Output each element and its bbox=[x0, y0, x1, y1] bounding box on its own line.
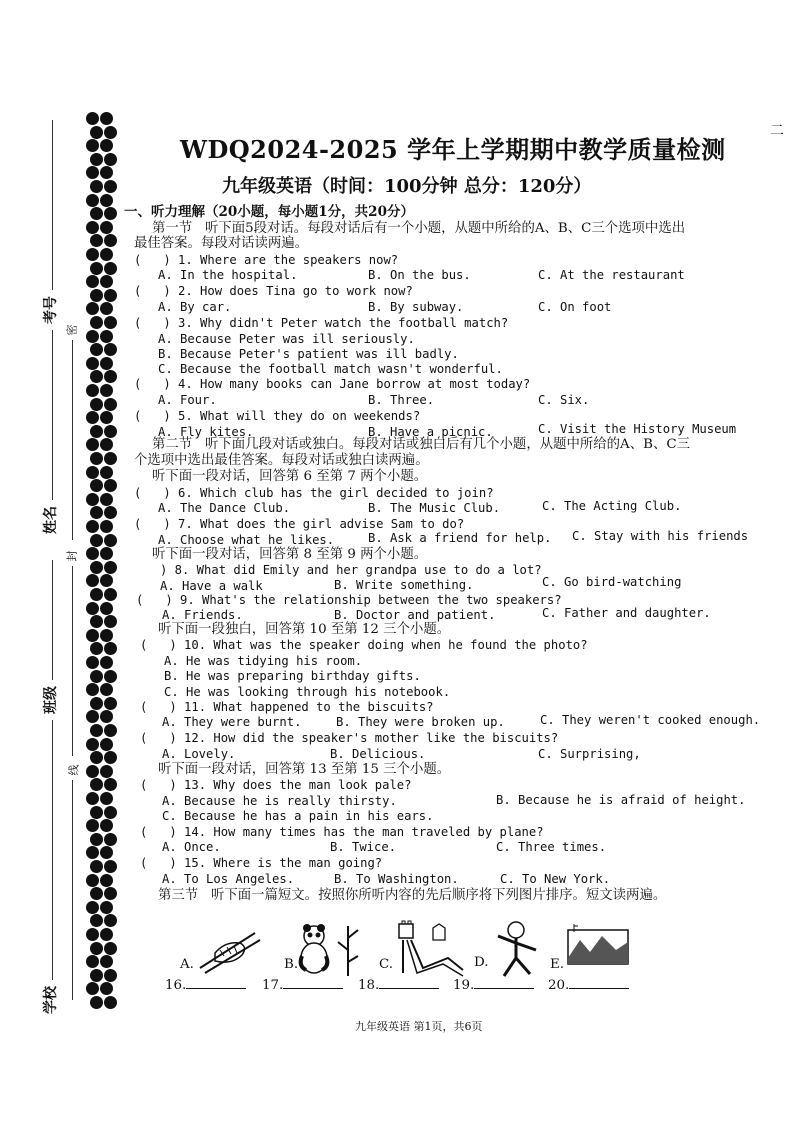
binding-dot bbox=[104, 833, 117, 846]
question-10: ( ) 10. What was the speaker doing when he found the photo? bbox=[140, 638, 588, 652]
binding-dot bbox=[86, 765, 99, 778]
binding-dot bbox=[104, 534, 117, 547]
question-5: ( ) 5. What will they do on weekends? bbox=[134, 409, 421, 423]
option-12a: A. Lovely. bbox=[162, 747, 236, 761]
part1-instruction-cont: 最佳答案。每段对话读两遍。 bbox=[134, 236, 309, 251]
binding-dot bbox=[90, 833, 103, 846]
binding-dot bbox=[86, 112, 99, 125]
side-line bbox=[72, 566, 73, 756]
option-1b: B. On the bus. bbox=[368, 268, 471, 282]
binding-dot bbox=[86, 738, 99, 751]
binding-dot bbox=[100, 248, 113, 261]
binding-dot bbox=[86, 792, 99, 805]
binding-dot bbox=[100, 874, 113, 887]
binding-dot bbox=[100, 574, 113, 587]
question-14: ( ) 14. How many times has the man traveled by plane? bbox=[140, 825, 544, 839]
option-5c: C. Visit the History Museum bbox=[538, 422, 737, 436]
side-line bbox=[72, 780, 73, 1000]
option-3b: B. Because Peter's patient was ill badly. bbox=[158, 347, 459, 361]
intro-8-9: 听下面一段对话，回答第 8 至第 9 两个小题。 bbox=[152, 547, 428, 562]
binding-dot bbox=[100, 901, 113, 914]
binding-dot bbox=[90, 126, 103, 139]
binding-dot bbox=[86, 602, 99, 615]
binding-dot bbox=[86, 574, 99, 587]
binding-dot bbox=[90, 751, 103, 764]
binding-dot bbox=[100, 194, 113, 207]
side-label-exam-no: 考号 bbox=[43, 296, 59, 324]
binding-dot bbox=[90, 425, 103, 438]
binding-dot bbox=[86, 302, 99, 315]
option-15c: C. To New York. bbox=[500, 872, 611, 886]
side-xian: 线 bbox=[67, 764, 81, 776]
binding-dot bbox=[104, 724, 117, 737]
binding-dot bbox=[100, 629, 113, 642]
binding-dot bbox=[104, 452, 117, 465]
side-line bbox=[52, 720, 53, 980]
binding-dot bbox=[104, 289, 117, 302]
binding-dot bbox=[90, 180, 103, 193]
option-15b: B. To Washington. bbox=[334, 872, 459, 886]
binding-dot bbox=[100, 928, 113, 941]
binding-dot bbox=[90, 452, 103, 465]
binding-dot bbox=[104, 316, 117, 329]
option-2a: A. By car. bbox=[158, 300, 232, 314]
binding-dot bbox=[104, 642, 117, 655]
binding-dot bbox=[100, 438, 113, 451]
binding-dot bbox=[86, 928, 99, 941]
option-7c: C. Stay with his friends bbox=[572, 529, 749, 543]
binding-dot bbox=[90, 534, 103, 547]
option-3a: A. Because Peter was ill seriously. bbox=[158, 332, 415, 346]
page-footer: 九年级英语 第1页，共6页 bbox=[355, 1020, 483, 1033]
binding-dot bbox=[100, 955, 113, 968]
page-subtitle: 九年级英语（时间：100分钟 总分：120分） bbox=[222, 176, 592, 197]
binding-dot bbox=[104, 588, 117, 601]
binding-dot bbox=[86, 629, 99, 642]
binding-dot bbox=[86, 955, 99, 968]
binding-dot bbox=[100, 765, 113, 778]
binding-dot bbox=[100, 384, 113, 397]
binding-dot bbox=[104, 506, 117, 519]
binding-dot bbox=[100, 275, 113, 288]
binding-dot bbox=[90, 262, 103, 275]
answer-blank-18[interactable] bbox=[358, 976, 439, 993]
page-title: WDQ2024-2025 学年上学期期中教学质量检测 bbox=[180, 135, 726, 164]
picture-panda bbox=[296, 918, 356, 978]
option-3c: C. Because the football match wasn't wonderful. bbox=[158, 362, 503, 376]
option-10a: A. He was tidying his room. bbox=[164, 654, 363, 668]
option-12c: C. Surprising, bbox=[538, 747, 641, 761]
binding-dot bbox=[90, 370, 103, 383]
intro-6-7: 听下面一段对话，回答第 6 至第 7 两个小题。 bbox=[152, 469, 428, 484]
binding-dot bbox=[86, 683, 99, 696]
binding-dot bbox=[104, 398, 117, 411]
binding-dot bbox=[90, 697, 103, 710]
binding-dot bbox=[100, 221, 113, 234]
binding-dot bbox=[100, 411, 113, 424]
answer-number-18: 18. bbox=[358, 978, 380, 993]
binding-dot bbox=[86, 547, 99, 560]
answer-number-20: 20. bbox=[548, 978, 570, 993]
binding-dot bbox=[100, 656, 113, 669]
option-1c: C. At the restaurant bbox=[538, 268, 685, 282]
binding-dot bbox=[104, 996, 117, 1009]
side-mi: 密 bbox=[65, 324, 79, 336]
option-2c: C. On foot bbox=[538, 300, 612, 314]
binding-dot bbox=[104, 887, 117, 900]
part1-instruction: 第一节 听下面5段对话。每段对话后有一个小题，从题中所给的A、B、C三个选项中选出 bbox=[152, 221, 686, 236]
binding-dot bbox=[90, 996, 103, 1009]
option-14c: C. Three times. bbox=[496, 840, 607, 854]
binding-dot bbox=[104, 126, 117, 139]
picture-label-a: A. bbox=[180, 957, 194, 972]
binding-dot bbox=[86, 411, 99, 424]
binding-dot bbox=[100, 710, 113, 723]
question-15: ( ) 15. Where is the man going? bbox=[140, 856, 383, 870]
binding-dot bbox=[86, 901, 99, 914]
question-4: ( ) 4. How many books can Jane borrow at most today? bbox=[134, 377, 531, 391]
binding-dot bbox=[104, 969, 117, 982]
binding-dot bbox=[104, 942, 117, 955]
binding-dot bbox=[86, 275, 99, 288]
option-13b: B. Because he is afraid of height. bbox=[496, 793, 746, 807]
binding-dot bbox=[86, 438, 99, 451]
binding-dot bbox=[90, 153, 103, 166]
option-10b: B. He was preparing birthday gifts. bbox=[164, 669, 421, 683]
binding-dot bbox=[86, 846, 99, 859]
intro-13-15: 听下面一段对话，回答第 13 至第 15 三个小题。 bbox=[158, 762, 451, 777]
option-7a: A. Choose what he likes. bbox=[158, 533, 335, 547]
option-5a: A. Fly kites. bbox=[158, 425, 254, 439]
option-8b: B. Write something. bbox=[334, 578, 474, 592]
side-label-school: 学校 bbox=[43, 986, 59, 1014]
binding-dot bbox=[90, 316, 103, 329]
picture-chopsticks bbox=[195, 918, 255, 978]
option-11b: B. They were broken up. bbox=[336, 715, 505, 729]
question-9: ( ) 9. What's the relationship between the two speakers? bbox=[136, 593, 562, 607]
binding-dot bbox=[86, 248, 99, 261]
binding-dot bbox=[104, 697, 117, 710]
binding-dot bbox=[104, 370, 117, 383]
binding-dot bbox=[90, 969, 103, 982]
option-14b: B. Twice. bbox=[330, 840, 397, 854]
binding-dot bbox=[104, 615, 117, 628]
binding-dot bbox=[100, 139, 113, 152]
side-line bbox=[72, 340, 73, 540]
binding-dot bbox=[100, 166, 113, 179]
option-2b: B. By subway. bbox=[368, 300, 464, 314]
binding-dot bbox=[86, 166, 99, 179]
binding-dot bbox=[86, 466, 99, 479]
side-label-name: 姓名 bbox=[43, 506, 59, 534]
question-8: ) 8. What did Emily and her grandpa use to do a lot? bbox=[160, 563, 542, 577]
option-5b: B. Have a picnic. bbox=[368, 425, 493, 439]
side-label-class: 班级 bbox=[43, 686, 59, 714]
blank-line bbox=[283, 976, 343, 989]
binding-dot bbox=[86, 982, 99, 995]
option-13a: A. Because he is really thirsty. bbox=[162, 794, 397, 808]
binding-dot bbox=[104, 153, 117, 166]
binding-dot bbox=[90, 860, 103, 873]
option-9a: A. Friends. bbox=[162, 608, 243, 622]
answer-blank-20[interactable] bbox=[548, 976, 629, 993]
picture-label-d: D. bbox=[474, 955, 489, 970]
binding-dot bbox=[104, 234, 117, 247]
binding-dot bbox=[104, 561, 117, 574]
option-13c: C. Because he has a pain in his ears. bbox=[162, 809, 434, 823]
binding-dot bbox=[104, 806, 117, 819]
binding-dot bbox=[86, 819, 99, 832]
binding-dot bbox=[104, 479, 117, 492]
side-feng: 封 bbox=[65, 550, 79, 562]
question-11: ( ) 11. What happened to the biscuits? bbox=[140, 700, 434, 714]
binding-dot bbox=[104, 180, 117, 193]
option-12b: B. Delicious. bbox=[330, 747, 426, 761]
binding-dot bbox=[100, 982, 113, 995]
binding-dot bbox=[104, 262, 117, 275]
binding-dot bbox=[90, 479, 103, 492]
side-line bbox=[52, 120, 53, 290]
answer-number-19: 19. bbox=[453, 978, 475, 993]
side-line bbox=[52, 560, 53, 680]
picture-landscape bbox=[566, 918, 626, 978]
option-6a: A. The Dance Club. bbox=[158, 501, 291, 515]
binding-dot bbox=[86, 520, 99, 533]
binding-dot bbox=[100, 792, 113, 805]
binding-dot bbox=[86, 357, 99, 370]
binding-dot bbox=[100, 738, 113, 751]
intro-10-12: 听下面一段独白，回答第 10 至第 12 三个小题。 bbox=[158, 622, 451, 637]
binding-dot bbox=[100, 493, 113, 506]
option-11a: A. They were burnt. bbox=[162, 715, 302, 729]
binding-dot bbox=[100, 547, 113, 560]
binding-dot bbox=[90, 724, 103, 737]
binding-dot bbox=[104, 207, 117, 220]
question-7: ( ) 7. What does the girl advise Sam to do? bbox=[134, 517, 465, 531]
option-14a: A. Once. bbox=[162, 840, 221, 854]
question-2: ( ) 2. How does Tina go to work now? bbox=[134, 284, 413, 298]
option-15a: A. To Los Angeles. bbox=[162, 872, 295, 886]
binding-dot bbox=[90, 778, 103, 791]
blank-line bbox=[474, 976, 534, 989]
binding-dot bbox=[100, 302, 113, 315]
option-9b: B. Doctor and patient. bbox=[334, 608, 496, 622]
picture-kung-fu bbox=[486, 918, 546, 978]
answer-number-16: 16. bbox=[165, 978, 187, 993]
binding-dot bbox=[86, 221, 99, 234]
question-6: ( ) 6. Which club has the girl decided to join? bbox=[134, 486, 494, 500]
picture-label-e: E. bbox=[550, 957, 565, 972]
binding-dot bbox=[86, 384, 99, 397]
picture-label-b: B. bbox=[284, 957, 299, 972]
binding-dot bbox=[90, 615, 103, 628]
binding-dot bbox=[90, 588, 103, 601]
binding-dot bbox=[90, 398, 103, 411]
picture-great-wall bbox=[393, 918, 453, 978]
binding-dot bbox=[90, 234, 103, 247]
binding-dot bbox=[104, 751, 117, 764]
option-8c: C. Go bird-watching bbox=[542, 575, 682, 589]
side-line bbox=[52, 330, 53, 500]
binding-dot bbox=[100, 330, 113, 343]
binding-dot bbox=[90, 914, 103, 927]
answer-blank-17[interactable] bbox=[262, 976, 343, 993]
binding-dot bbox=[90, 887, 103, 900]
binding-dot bbox=[100, 602, 113, 615]
question-3: ( ) 3. Why didn't Peter watch the football match? bbox=[134, 316, 509, 330]
binding-dot bbox=[90, 806, 103, 819]
binding-dot bbox=[86, 493, 99, 506]
binding-dot bbox=[90, 670, 103, 683]
binding-dot bbox=[86, 710, 99, 723]
part2-instruction: 第二节 听下面几段对话或独白。每段对话或独白后有几个小题，从题中所给的A、B、C三 bbox=[152, 437, 690, 452]
blank-line bbox=[569, 976, 629, 989]
option-10c: C. He was looking through his notebook. bbox=[164, 685, 451, 699]
binding-dot bbox=[104, 914, 117, 927]
binding-dot bbox=[100, 846, 113, 859]
binding-dot bbox=[100, 520, 113, 533]
section-heading: 一、听力理解（20小题，每小题1分，共20分） bbox=[124, 204, 414, 220]
option-4a: A. Four. bbox=[158, 393, 217, 407]
right-edge-mark: 二 bbox=[770, 123, 784, 139]
question-13: ( ) 13. Why does the man look pale? bbox=[140, 778, 412, 792]
binding-dot bbox=[86, 330, 99, 343]
binding-dot bbox=[86, 656, 99, 669]
binding-dot bbox=[104, 860, 117, 873]
option-8a: A. Have a walk bbox=[160, 579, 263, 593]
binding-dot bbox=[100, 112, 113, 125]
binding-dot bbox=[104, 778, 117, 791]
option-4c: C. Six. bbox=[538, 393, 590, 407]
binding-dot bbox=[86, 139, 99, 152]
binding-dot bbox=[90, 642, 103, 655]
blank-line bbox=[186, 976, 246, 989]
binding-dot bbox=[100, 819, 113, 832]
binding-holes bbox=[86, 112, 126, 1012]
part2-instruction-cont: 个选项中选出最佳答案。每段对话或独白读两遍。 bbox=[134, 453, 429, 468]
option-6b: B. The Music Club. bbox=[368, 501, 501, 515]
option-7b: B. Ask a friend for help. bbox=[368, 531, 552, 545]
blank-line bbox=[379, 976, 439, 989]
binding-dot bbox=[86, 194, 99, 207]
answer-blank-16[interactable] bbox=[165, 976, 246, 993]
binding-dot bbox=[104, 425, 117, 438]
binding-dot bbox=[90, 942, 103, 955]
binding-dot bbox=[86, 874, 99, 887]
binding-dot bbox=[104, 670, 117, 683]
binding-dot bbox=[104, 343, 117, 356]
answer-blank-19[interactable] bbox=[453, 976, 534, 993]
question-12: ( ) 12. How did the speaker's mother like the biscuits? bbox=[140, 731, 559, 745]
answer-number-17: 17. bbox=[262, 978, 284, 993]
option-1a: A. In the hospital. bbox=[158, 268, 298, 282]
binding-dot bbox=[100, 683, 113, 696]
option-9c: C. Father and daughter. bbox=[542, 606, 711, 620]
binding-dot bbox=[90, 289, 103, 302]
binding-dot bbox=[90, 343, 103, 356]
option-4b: B. Three. bbox=[368, 393, 435, 407]
question-1: ( ) 1. Where are the speakers now? bbox=[134, 253, 399, 267]
option-6c: C. The Acting Club. bbox=[542, 499, 682, 513]
binding-dot bbox=[100, 357, 113, 370]
binding-dot bbox=[90, 207, 103, 220]
picture-label-c: C. bbox=[379, 957, 394, 972]
binding-dot bbox=[90, 561, 103, 574]
part3-instruction: 第三节 听下面一篇短文。按照你所听内容的先后顺序将下列图片排序。短文读两遍。 bbox=[158, 888, 667, 903]
binding-dot bbox=[100, 466, 113, 479]
binding-dot bbox=[90, 506, 103, 519]
option-11c: C. They weren't cooked enough. bbox=[540, 713, 761, 727]
